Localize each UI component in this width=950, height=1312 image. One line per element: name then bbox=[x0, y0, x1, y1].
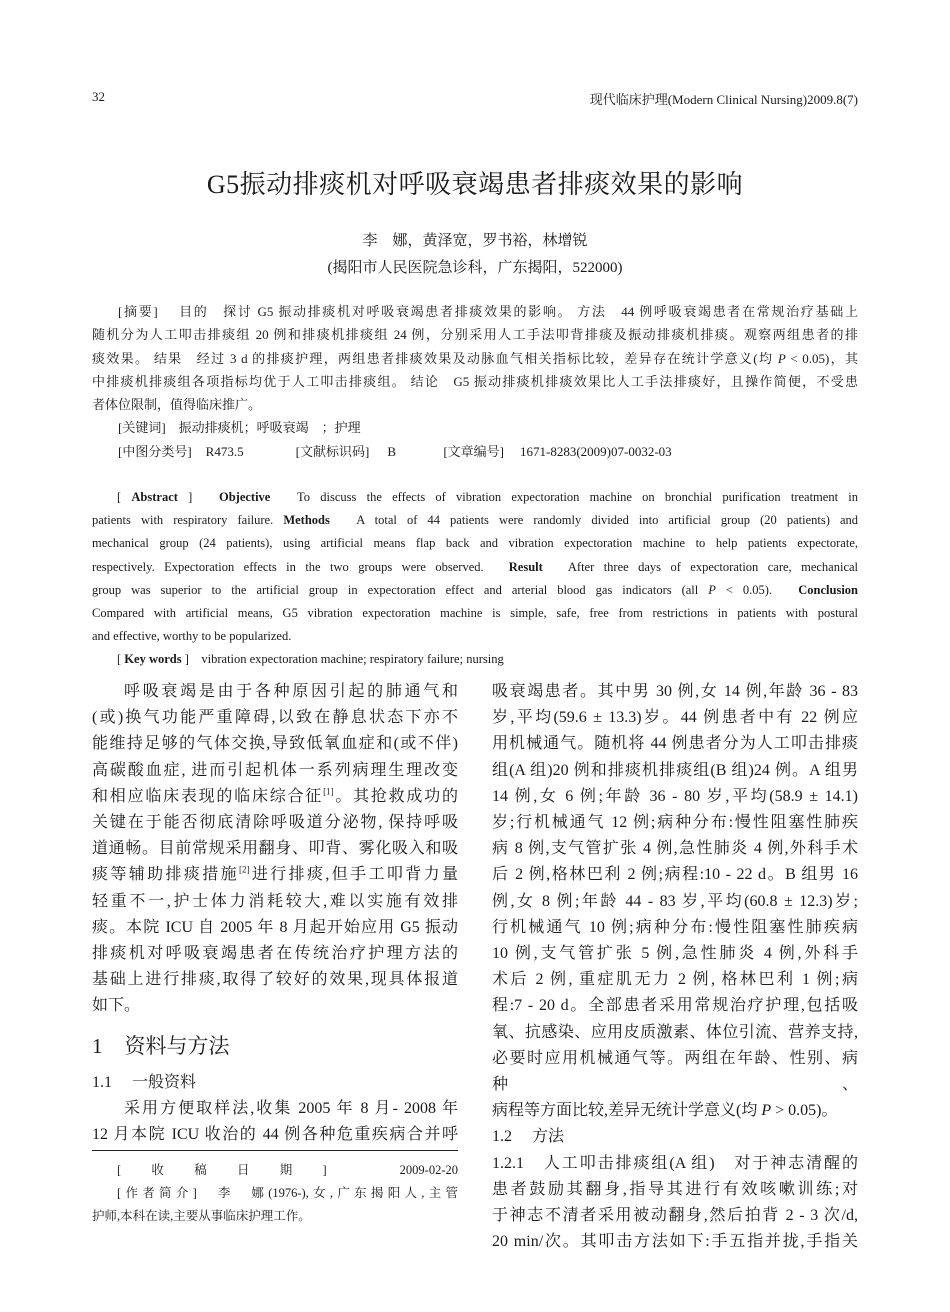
doc-value: B bbox=[387, 443, 397, 459]
text-segment: ] vibration expectoration machine; respiratory failure; nursing bbox=[181, 652, 504, 667]
text-line bbox=[92, 862, 458, 888]
text-line: 基础上进行排痰,取得了较好的效果,现具体报道 bbox=[92, 971, 458, 989]
classification-row bbox=[92, 440, 858, 464]
text-line: [作者简介] 李 娜(1976-),女,广东揭阳人,主管 bbox=[117, 1186, 458, 1200]
text-line: 痰。本院 ICU 自 2005 年 8 月起开始应用 G5 振动 bbox=[92, 918, 458, 936]
text-line: Compared with artificial means, G5 vibration expectoration machine is simple, safe, free from restrictions in patients with postural bbox=[92, 606, 858, 621]
text-line: 能维持足够的气体交换,导致低氧血症和(或不伴) bbox=[92, 735, 458, 753]
text-line bbox=[92, 556, 858, 579]
text-segment: 。其抢救成功的 bbox=[333, 787, 458, 805]
text-line: 采用方便取样法,收集 2005 年 8 月- 2008 年 bbox=[124, 1100, 458, 1118]
text-segment: After three days of expectoration care, mechanical bbox=[542, 559, 859, 574]
text-line: 必要时应用机械通气等。两组在年龄、性别、病种、 bbox=[492, 1049, 858, 1094]
article-number-value: 1671-8283(2009)07-0032-03 bbox=[520, 443, 672, 459]
section-heading-1 bbox=[92, 1030, 252, 1060]
text-segment: 痰等辅助排痰措施 bbox=[92, 866, 239, 884]
footnote-divider bbox=[92, 1150, 458, 1151]
text-line: 吸衰竭患者。其中男 30 例,女 14 例,年龄 36 - 83 bbox=[492, 683, 858, 700]
text-line: 病 8 例,支气管扩张 4 例,急性肺炎 4 例,外科手术 bbox=[492, 840, 858, 858]
text-line: 岁;行机械通气 12 例;病种分布:慢性阻塞性肺疾 bbox=[492, 814, 858, 832]
text-segment: 和相应临床表现的临床综合征 bbox=[92, 787, 324, 805]
chinese-abstract bbox=[92, 300, 858, 416]
text-line: [收稿日期] 2009-02-20 bbox=[117, 1163, 458, 1177]
text-line bbox=[92, 347, 858, 370]
text-line bbox=[492, 1098, 858, 1124]
text-line: 20 min/次。其叩击方法如下:手五指并拢,手指关 bbox=[492, 1233, 858, 1251]
text-line: 组(A 组)20 例和排痰机排痰组(B 组)24 例。A 组男 bbox=[492, 761, 858, 779]
text-line: 呼吸衰竭是由于各种原因引起的肺通气和 bbox=[124, 683, 458, 700]
body-left-column bbox=[92, 679, 458, 1020]
text-segment: ] bbox=[177, 490, 219, 504]
text-segment: Conclusion bbox=[798, 582, 858, 597]
doc-label: [文献标识码] bbox=[295, 443, 370, 459]
citation-ref: [1] bbox=[323, 786, 334, 797]
clc-label: [中图分类号] bbox=[118, 443, 192, 459]
text-line: 1.1 一般资料 bbox=[92, 1074, 197, 1091]
text-line: and effective, worthy to be popularized. bbox=[92, 629, 292, 644]
clc-value: R473.5 bbox=[205, 443, 244, 459]
text-segment: Result bbox=[508, 559, 543, 574]
text-segment: Abstract bbox=[131, 490, 178, 504]
text-line: 如下。 bbox=[92, 997, 141, 1015]
text-line: 14 例,女 6 例;年龄 36 - 80 岁,平均(58.9 ± 14.1) bbox=[492, 787, 858, 805]
affiliation: (揭阳市人民医院急诊科，广东揭阳，522000) bbox=[327, 260, 623, 276]
text-line: [关键词] 振动排痰机；呼吸衰竭 ；护理 bbox=[118, 420, 361, 435]
footnotes bbox=[92, 1159, 458, 1228]
text-line: 氧、抗感染、应用皮质激素、体位引流、营养支持, bbox=[492, 1023, 858, 1041]
text-line: 后 2 例,格林巴利 2 例;病程:10 - 22 d。B 组男 16 bbox=[492, 866, 858, 884]
text-line: 术后 2 例, 重症肌无力 2 例, 格林巴利 1 例;病 bbox=[492, 971, 858, 989]
text-line: 12 月本院 ICU 收治的 44 例各种危重疾病合并呼 bbox=[92, 1126, 458, 1144]
text-line: 1.2 方法 bbox=[492, 1128, 565, 1146]
text-segment: < 0.05)，其 bbox=[785, 350, 858, 366]
chinese-keywords-block bbox=[92, 416, 858, 463]
text-segment: respectively. Expectoration effects in the two groups were observed. bbox=[92, 559, 509, 574]
section-title: 资料与方法 bbox=[124, 1034, 230, 1058]
text-line: 1.2.1 人工叩击排痰组(A 组) 对于神志清醒的 bbox=[492, 1154, 858, 1172]
text-segment: 痰效果。 结果 经过 3 d 的排痰护理，两组患者排痰效果及动脉血气相关指标比较，差异存在统计学意义(均 bbox=[92, 350, 778, 366]
text-segment: 病程等方面比较,差异无统计学意义(均 bbox=[492, 1102, 762, 1120]
body-right-column bbox=[492, 679, 858, 1255]
text-line bbox=[92, 486, 858, 509]
text-line: 者体位限制，值得临床推广。 bbox=[92, 397, 262, 413]
text-line: 程:7 - 20 d。全部患者采用常规治疗护理,包括吸 bbox=[492, 997, 858, 1015]
article-number-label: [文章编号] bbox=[443, 443, 505, 459]
text-segment: Methods bbox=[283, 513, 330, 528]
text-line: 随机分为人工叩击排痰组 20 例和排痰机排痰组 24 例，分别采用人工手法叩背排痰及振动排痰机排痰。观察两组患者的排 bbox=[92, 327, 858, 343]
text-line: (或)换气功能严重障碍,以致在静息状态下亦不 bbox=[92, 709, 458, 727]
text-line: 关键在于能否彻底清除呼吸道分泌物, 保持呼吸 bbox=[92, 814, 458, 832]
page-number: 32 bbox=[92, 89, 105, 104]
text-segment: 进行排痰,但手工叩背力量 bbox=[249, 866, 458, 884]
text-segment: P bbox=[761, 1102, 772, 1120]
text-segment: > 0.05)。 bbox=[771, 1102, 838, 1120]
text-line: [摘要] 目的 探讨 G5 振动排痰机对呼吸衰竭患者排痰效果的影响。 方法 44 例呼吸衰竭患者在常规治疗基础上 bbox=[118, 304, 858, 319]
text-line: 道通畅。目前常规采用翻身、叩背、雾化吸入和吸 bbox=[92, 840, 458, 858]
text-line: 高碳酸血症, 进而引起机体一系列病理生理改变 bbox=[92, 761, 458, 779]
text-line: mechanical group (24 patients), using artificial means flap back and vibration expectoration machine to help patients expectorate, bbox=[92, 536, 858, 551]
text-line bbox=[92, 579, 858, 602]
authors: 李 娜，黄泽宽，罗书裕，林增锐 bbox=[362, 233, 588, 249]
text-segment: patients with respiratory failure. bbox=[92, 513, 284, 528]
text-segment: A total of 44 patients were randomly divided into artificial group (20 patients) and bbox=[329, 513, 858, 528]
text-segment: [ bbox=[117, 490, 132, 504]
citation-ref: [2] bbox=[239, 865, 250, 876]
text-line: 于神志不清者采用被动翻身,然后拍背 2 - 3 次/d, bbox=[492, 1207, 858, 1225]
text-line bbox=[92, 648, 858, 671]
text-line: 例,女 8 例;年龄 44 - 83 岁,平均(60.8 ± 12.3)岁; bbox=[492, 892, 858, 910]
text-segment: P bbox=[777, 350, 786, 366]
text-segment: group was superior to the artificial group in expectoration effect and arterial blood gas indicators (all bbox=[92, 582, 709, 597]
text-line bbox=[92, 784, 458, 810]
chinese-keywords bbox=[92, 416, 858, 440]
text-segment: P bbox=[708, 582, 716, 597]
text-line: 行机械通气 10 例;病种分布:慢性阻塞性肺疾病 bbox=[492, 918, 858, 936]
section-number: 1 bbox=[92, 1034, 103, 1058]
text-line: 中排痰机排痰组各项指标均优于人工叩击排痰组。 结论 G5 振动排痰机排痰效果比人工手法排痰好，且操作简便，不受患 bbox=[92, 373, 858, 389]
text-line: 岁,平均(59.6 ± 13.3)岁。44 例患者中有 22 例应 bbox=[492, 709, 858, 727]
text-segment: To discuss the effects of vibration expectoration machine on bronchial purification treatment in bbox=[270, 490, 858, 504]
text-line: 轻重不一,护士体力消耗较大,难以实施有效排 bbox=[92, 892, 458, 910]
text-line: 用机械通气。随机将 44 例患者分为人工叩击排痰 bbox=[492, 735, 858, 753]
article-title: G5振动排痰机对呼吸衰竭患者排痰效果的影响 bbox=[206, 170, 744, 199]
text-segment: < 0.05). bbox=[715, 582, 799, 597]
english-abstract bbox=[92, 486, 858, 672]
text-segment: Objective bbox=[218, 490, 271, 504]
text-line: 10 例,支气管扩张 5 例,急性肺炎 4 例,外科手 bbox=[492, 945, 858, 963]
text-segment: Key words bbox=[124, 652, 182, 667]
text-line: 患者鼓励其翻身,指导其进行有效咳嗽训练;对 bbox=[492, 1180, 858, 1198]
text-line: 护师,本科在读,主要从事临床护理工作。 bbox=[92, 1209, 311, 1223]
text-segment: [ bbox=[117, 652, 125, 667]
journal-header: 现代临床护理(Modern Clinical Nursing)2009.8(7) bbox=[589, 92, 858, 107]
text-line bbox=[92, 509, 858, 532]
body-left-column-continued bbox=[92, 1070, 458, 1149]
text-line: 排痰机对呼吸衰竭患者在传统治疗护理方法的 bbox=[92, 945, 458, 963]
